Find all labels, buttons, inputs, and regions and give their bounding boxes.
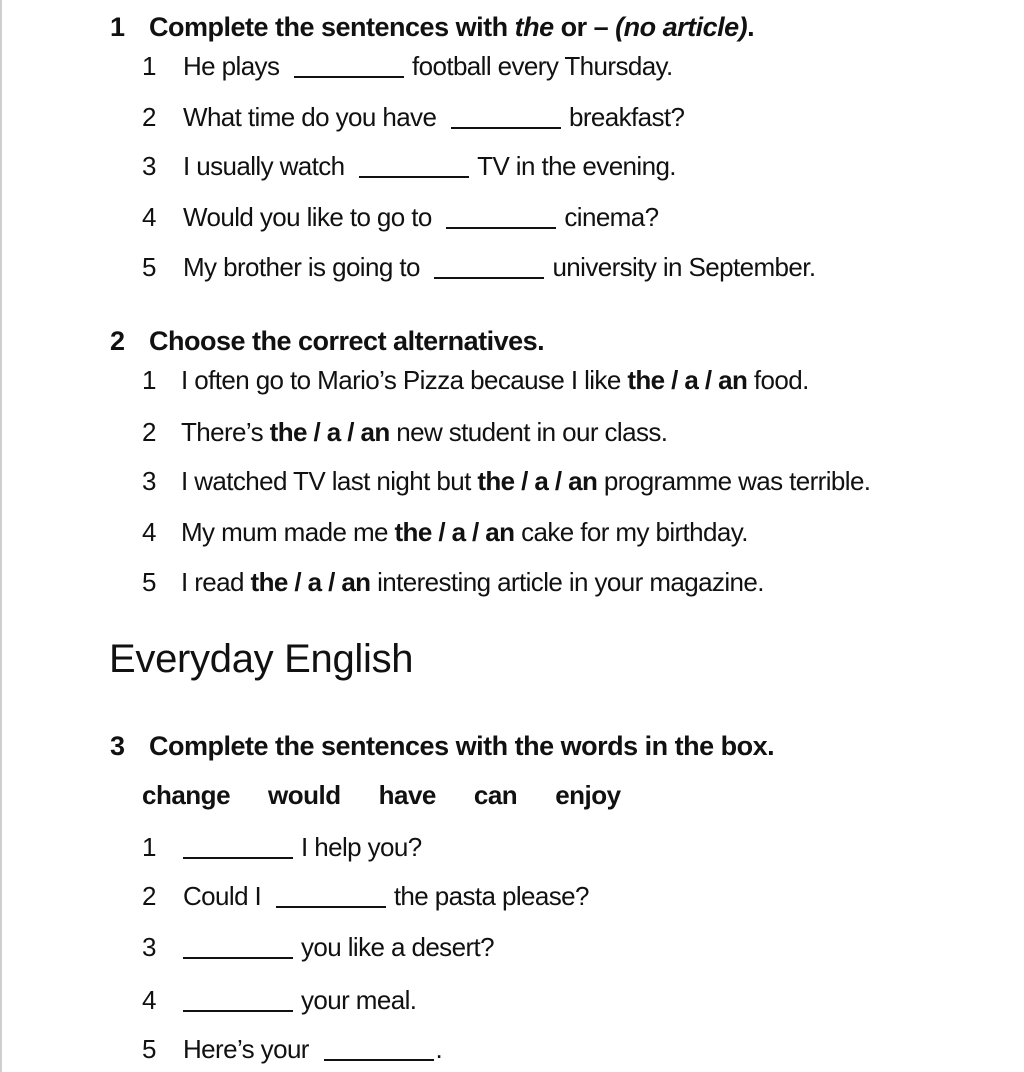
word-box-word: would bbox=[268, 780, 341, 810]
q1-item-number: 2 bbox=[142, 102, 156, 132]
q2-item-number: 3 bbox=[142, 466, 156, 496]
q3-item-after: I help you? bbox=[301, 832, 422, 862]
q2-item-number: 4 bbox=[142, 517, 156, 547]
answer-blank[interactable] bbox=[183, 935, 293, 959]
answer-blank[interactable] bbox=[294, 54, 404, 78]
q1-item-before: He plays bbox=[183, 51, 280, 81]
q2-item-after: new student in our class. bbox=[389, 417, 668, 447]
q2-options[interactable]: the / a / an bbox=[269, 417, 390, 447]
q1-item bbox=[183, 51, 673, 82]
q2-item-number: 2 bbox=[142, 417, 156, 447]
word-box-word: have bbox=[378, 780, 436, 810]
q2-item-after: food. bbox=[747, 365, 809, 395]
q1-item-before: I usually watch bbox=[183, 151, 345, 181]
q1-item-before: My brother is going to bbox=[183, 252, 420, 282]
q2-item-before: I read bbox=[181, 567, 251, 597]
q2-item-before: My mum made me bbox=[181, 517, 395, 547]
q3-item-number: 2 bbox=[142, 881, 156, 911]
q1-instruction-the: the bbox=[514, 12, 554, 42]
answer-blank[interactable] bbox=[183, 835, 293, 859]
q3-item-after: your meal. bbox=[301, 985, 417, 1015]
q2-item-number: 1 bbox=[142, 365, 156, 395]
q1-instruction bbox=[149, 12, 754, 43]
q3-instruction: Complete the sentences with the words in the box. bbox=[149, 731, 775, 761]
q1-item bbox=[183, 252, 816, 283]
q1-instruction-part: Complete the sentences with bbox=[149, 12, 515, 42]
q3-item-after: the pasta please? bbox=[393, 881, 589, 911]
q2-item bbox=[181, 417, 667, 448]
q2-item-before: I watched TV last night but bbox=[181, 466, 478, 496]
q3-item-before: Could I bbox=[183, 881, 262, 911]
q2-item-before: There’s bbox=[181, 417, 270, 447]
q2-options[interactable]: the / a / an bbox=[627, 365, 748, 395]
word-box-word: enjoy bbox=[555, 780, 621, 810]
q1-item-before: What time do you have bbox=[183, 102, 437, 132]
q1-item-number: 3 bbox=[142, 151, 156, 181]
q2-options[interactable]: the / a / an bbox=[477, 466, 598, 496]
q1-instruction-noarticle: (no article) bbox=[615, 12, 748, 42]
q1-item-after: cinema? bbox=[564, 202, 659, 232]
q2-item-after: interesting article in your magazine. bbox=[370, 567, 764, 597]
q1-item-after: university in September. bbox=[552, 252, 816, 282]
section-title: Everyday English bbox=[109, 637, 414, 681]
q3-item-after: . bbox=[435, 1034, 443, 1064]
q2-options[interactable]: the / a / an bbox=[250, 567, 371, 597]
q3-item-before: Here’s your bbox=[183, 1034, 309, 1064]
q3-item bbox=[183, 932, 494, 963]
q2-item-after: programme was terrible. bbox=[597, 466, 871, 496]
q3-item-number: 3 bbox=[142, 932, 156, 962]
q3-item bbox=[183, 985, 416, 1016]
q2-item-after: cake for my birthday. bbox=[514, 517, 748, 547]
answer-blank[interactable] bbox=[183, 988, 293, 1012]
q3-item bbox=[183, 881, 589, 912]
q1-instruction-part: or – bbox=[553, 12, 616, 42]
q1-item bbox=[183, 151, 676, 182]
q3-number: 3 bbox=[110, 731, 125, 761]
word-box-word: can bbox=[473, 780, 518, 810]
q1-item-number: 5 bbox=[142, 252, 156, 282]
answer-blank[interactable] bbox=[446, 205, 556, 229]
q3-item-number: 4 bbox=[142, 985, 156, 1015]
q2-item bbox=[181, 567, 764, 598]
q1-item-number: 4 bbox=[142, 202, 156, 232]
q1-instruction-part: . bbox=[747, 12, 755, 42]
q3-item-number: 1 bbox=[142, 832, 156, 862]
q1-item-before: Would you like to go to bbox=[183, 202, 432, 232]
q3-item-number: 5 bbox=[142, 1034, 156, 1064]
q2-number: 2 bbox=[110, 326, 125, 356]
q1-item bbox=[183, 202, 658, 233]
q3-item bbox=[183, 1034, 442, 1065]
q2-item bbox=[181, 365, 809, 396]
q3-item-after: you like a desert? bbox=[301, 932, 494, 962]
q1-item bbox=[183, 102, 684, 133]
q1-item-after: TV in the evening. bbox=[477, 151, 676, 181]
answer-blank[interactable] bbox=[324, 1037, 434, 1061]
answer-blank[interactable] bbox=[434, 255, 544, 279]
answer-blank[interactable] bbox=[276, 884, 386, 908]
q2-instruction: Choose the correct alternatives. bbox=[149, 326, 545, 356]
q2-item-before: I often go to Mario’s Pizza because I like bbox=[181, 365, 628, 395]
answer-blank[interactable] bbox=[451, 105, 561, 129]
answer-blank[interactable] bbox=[359, 154, 469, 178]
word-box-word: change bbox=[142, 780, 231, 810]
q2-item bbox=[181, 517, 748, 548]
q2-item-number: 5 bbox=[142, 567, 156, 597]
word-box bbox=[142, 780, 659, 811]
q1-item-after: football every Thursday. bbox=[411, 51, 673, 81]
q1-item-after: breakfast? bbox=[568, 102, 685, 132]
q2-options[interactable]: the / a / an bbox=[394, 517, 515, 547]
q1-item-number: 1 bbox=[142, 51, 156, 81]
q1-number: 1 bbox=[110, 12, 125, 42]
q2-item bbox=[181, 466, 870, 497]
q3-item bbox=[183, 832, 422, 863]
